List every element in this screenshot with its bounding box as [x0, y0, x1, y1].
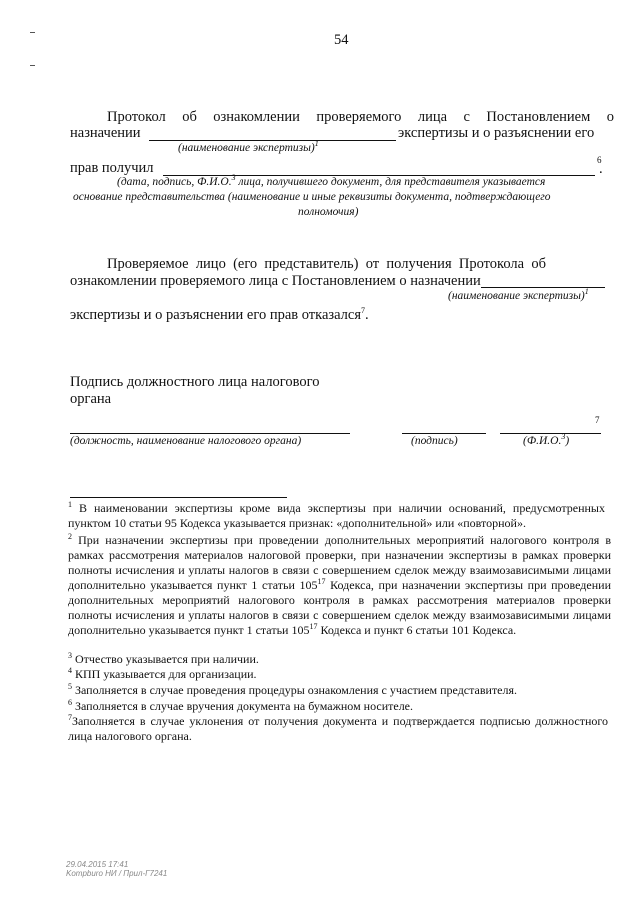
refusal-line-2-prefix: ознакомлении проверяемого лица с Постановлением о назначении — [70, 273, 481, 289]
footnote-4: $^4$ КПП указывается для организации. — [68, 666, 257, 681]
footnote-2: $^2$ При назначении экспертизы при проведении дополнительных мероприятий налогового контроля в рамках рассмотрения материалов налоговой проверки, при назначении экспертизы в рамках проверки полноты исчисления и уплаты налогов в связи с совершением сделок между взаимозависимыми лицами дополнительно указывается пункт 1 статьи $105^{17}$ Кодекса, при назначении экспертизы при проведении дополнительных мероприятий налогового контроля в рамках рассмотрения материалов проверки полноты исчисления и уплаты налогов в связи с совершением сделок между взаимозависимыми лицами дополнительно указывается пункт 1 статьи $105^{17}$ Кодекса и пункт 6 статьи 101 Кодекса. — [68, 532, 611, 637]
refusal-line-1: Проверяемое лицо (его представитель) от получения Протокола об — [107, 256, 546, 272]
protocol-line-1 — [107, 109, 614, 126]
protocol-line-3-end: . — [599, 161, 603, 177]
caption-position: (должность, наименование налогового органа) — [70, 435, 302, 447]
protocol-line-3-sup: 6 — [597, 155, 602, 165]
margin-mark-top — [30, 32, 35, 33]
position-field[interactable] — [70, 433, 350, 434]
protocol-line-1-text: Протокол об ознакомлении проверяемого лица с Постановлением о — [107, 109, 614, 125]
caption-date-line-1: (дата, подпись, Ф.И.О.$^3$ лица, получившего документ, для представителя указывается — [117, 173, 546, 188]
caption-expertise-1: (наименование экспертизы)$^1$ — [178, 139, 319, 154]
fio-field[interactable] — [500, 433, 601, 434]
caption-sign: (подпись) — [411, 435, 458, 447]
caption-date-line-2: основание представительства (наименование и иные реквизиты документа, подтверждающего — [73, 191, 551, 203]
signature-heading-line-1: Подпись должностного лица налогового — [70, 374, 320, 390]
sign-field[interactable] — [402, 433, 486, 434]
caption-fio: (Ф.И.О.$^3$) — [523, 432, 570, 447]
protocol-line-2-suffix: экспертизы и о разъяснении его — [398, 125, 595, 141]
caption-expertise-2: (наименование экспертизы)$^1$ — [448, 287, 589, 302]
page-number: 54 — [334, 32, 349, 48]
footnote-1: $^1$ В наименовании экспертизы кроме вида экспертизы при наличии оснований, предусмотренных пунктом 10 статьи 95 Кодекса указывается признак: «дополнительной» или «повторной». — [68, 500, 605, 530]
margin-mark-middle — [30, 65, 35, 66]
footnote-6: $^6$ Заполняется в случае вручения документа на бумажном носителе. — [68, 698, 414, 713]
refusal-line-3: экспертизы и о разъяснении его прав отказался$^7$. — [70, 306, 369, 323]
print-date: 29.04.2015 17:41 — [66, 860, 129, 869]
protocol-line-3-prefix: прав получил — [70, 160, 154, 176]
footnote-3: $^3$ Отчество указывается при наличии. — [68, 651, 259, 666]
footnote-5: $^5$ Заполняется в случае проведения процедуры ознакомления с участием представителя. — [68, 682, 518, 697]
footnote-7: $^7$Заполняется в случае уклонения от получения документа и подтверждается подписью должностного лица налогового органа. — [68, 713, 608, 743]
signature-heading-line-2: органа — [70, 391, 112, 407]
expertise-name-field[interactable] — [149, 140, 396, 141]
signature-sup-7: 7 — [595, 415, 600, 425]
print-author: Kompburo НИ / Прил-Г7241 — [66, 869, 168, 878]
footnote-separator — [70, 497, 287, 498]
protocol-line-2-prefix: назначении — [70, 125, 141, 141]
caption-date-line-3: полномочия) — [298, 206, 359, 218]
